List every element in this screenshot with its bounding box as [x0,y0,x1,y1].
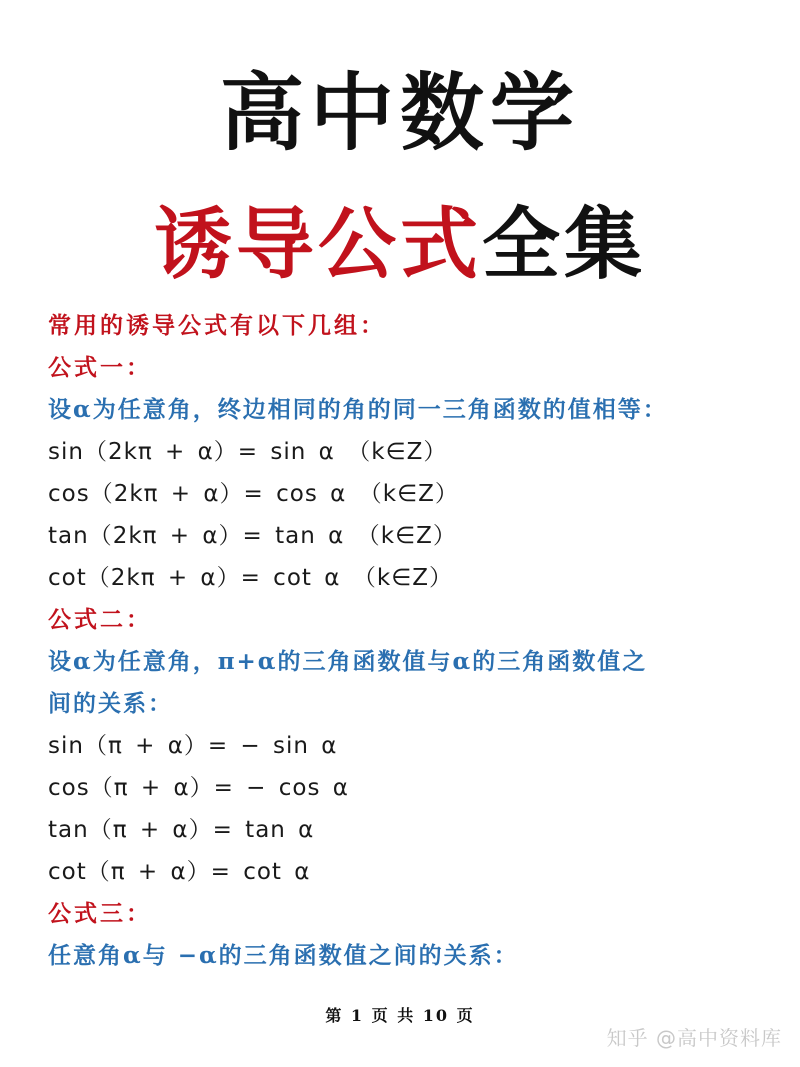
formula-1-description: 设α为任意角，终边相同的角的同一三角函数的值相等： [48,396,668,423]
formula-content [48,305,788,977]
formula-line: cos（π + α）= − cos α [48,775,349,801]
formula-line: cot（2kπ + α）= cot α （k∈Z） [48,565,453,591]
formula-line: sin（2kπ + α）= sin α （k∈Z） [48,439,448,465]
intro-heading: 常用的诱导公式有以下几组： [48,312,386,339]
formula-2-heading: 公式二： [48,606,152,633]
formula-line: tan（2kπ + α）= tan α （k∈Z） [48,523,457,549]
formula-2-description: 设α为任意角，π+α的三角函数值与α的三角函数值之 [48,648,648,675]
page-title: 高中数学 [219,64,580,162]
formula-line: cot（π + α）= cot α [48,859,311,885]
subtitle-red-part: 诱导公式 [153,200,482,290]
formula-line: tan（π + α）= tan α [48,817,315,843]
formula-2-description-cont: 间的关系： [48,690,173,717]
formula-line: cos（2kπ + α）= cos α （k∈Z） [48,481,459,507]
formula-3-heading: 公式三： [48,900,152,927]
formula-3-description: 任意角α与 −α的三角函数值之间的关系： [48,942,519,969]
page-number: 第 1 页 共 10 页 [325,1006,475,1025]
formula-line: sin（π + α）= − sin α [48,733,338,759]
page-subtitle [0,190,800,300]
subtitle-black-part: 全集 [482,200,647,290]
formula-1-heading: 公式一： [48,354,152,381]
watermark: 知乎 @高中资料库 [606,1026,782,1050]
